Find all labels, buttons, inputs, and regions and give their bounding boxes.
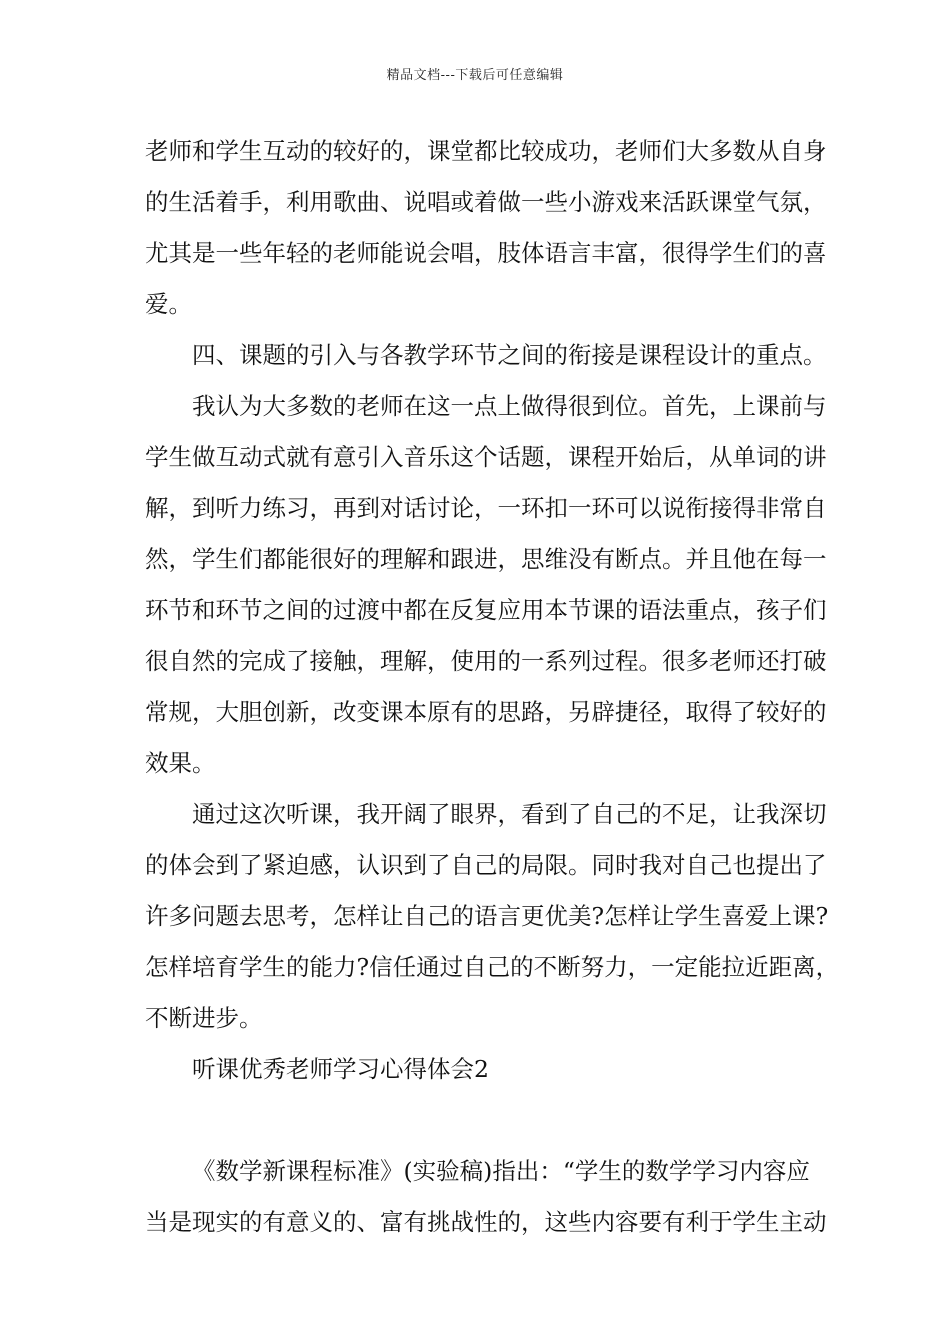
section-heading: 四、课题的引入与各教学环节之间的衔接是课程设计的重点。	[192, 341, 827, 369]
text-line: 效果。	[145, 749, 216, 777]
text-line: 当是现实的有意义的、富有挑战性的，这些内容要有利于学生主动	[145, 1208, 827, 1236]
text-line: 很自然的完成了接触，理解，使用的一系列过程。很多老师还打破	[145, 647, 827, 675]
text-line: 环节和环节之间的过渡中都在反复应用本节课的语法重点，孩子们	[145, 596, 827, 624]
text-line: 的体会到了紧迫感，认识到了自己的局限。同时我对自己也提出了	[145, 851, 827, 879]
article-title: 听课优秀老师学习心得体会2	[192, 1055, 489, 1083]
page-header: 精品文档---下载后可任意编辑	[386, 68, 564, 83]
text-line: 不断进步。	[145, 1004, 263, 1032]
blank-line	[145, 1095, 807, 1146]
text-line: 常规，大胆创新，改变课本原有的思路，另辟捷径，取得了较好的	[145, 698, 827, 726]
text-line: 许多问题去思考，怎样让自己的语言更优美?怎样让学生喜爱上课?	[145, 902, 829, 930]
document-body	[145, 126, 840, 1248]
text-line: 《数学新课程标准》(实验稿)指出：“学生的数学学习内容应	[192, 1157, 810, 1185]
text-line: 学生做互动式就有意引入音乐这个话题，课程开始后，从单词的讲	[145, 443, 827, 471]
text-line: 的生活着手，利用歌曲、说唱或着做一些小游戏来活跃课堂气氛，	[145, 188, 827, 216]
text-line: 老师和学生互动的较好的，课堂都比较成功，老师们大多数从自身	[145, 137, 827, 165]
text-line: 爱。	[145, 290, 192, 318]
text-line: 解，到听力练习，再到对话讨论，一环扣一环可以说衔接得非常自	[145, 494, 827, 522]
text-line: 通过这次听课，我开阔了眼界，看到了自己的不足，让我深切	[192, 800, 827, 828]
text-line: 然，学生们都能很好的理解和跟进，思维没有断点。并且他在每一	[145, 545, 827, 573]
text-line: 尤其是一些年轻的老师能说会唱，肢体语言丰富，很得学生们的喜	[145, 239, 827, 267]
text-line: 我认为大多数的老师在这一点上做得很到位。首先，上课前与	[192, 392, 827, 420]
text-line: 怎样培育学生的能力?信任通过自己的不断努力，一定能拉近距离，	[145, 953, 840, 981]
